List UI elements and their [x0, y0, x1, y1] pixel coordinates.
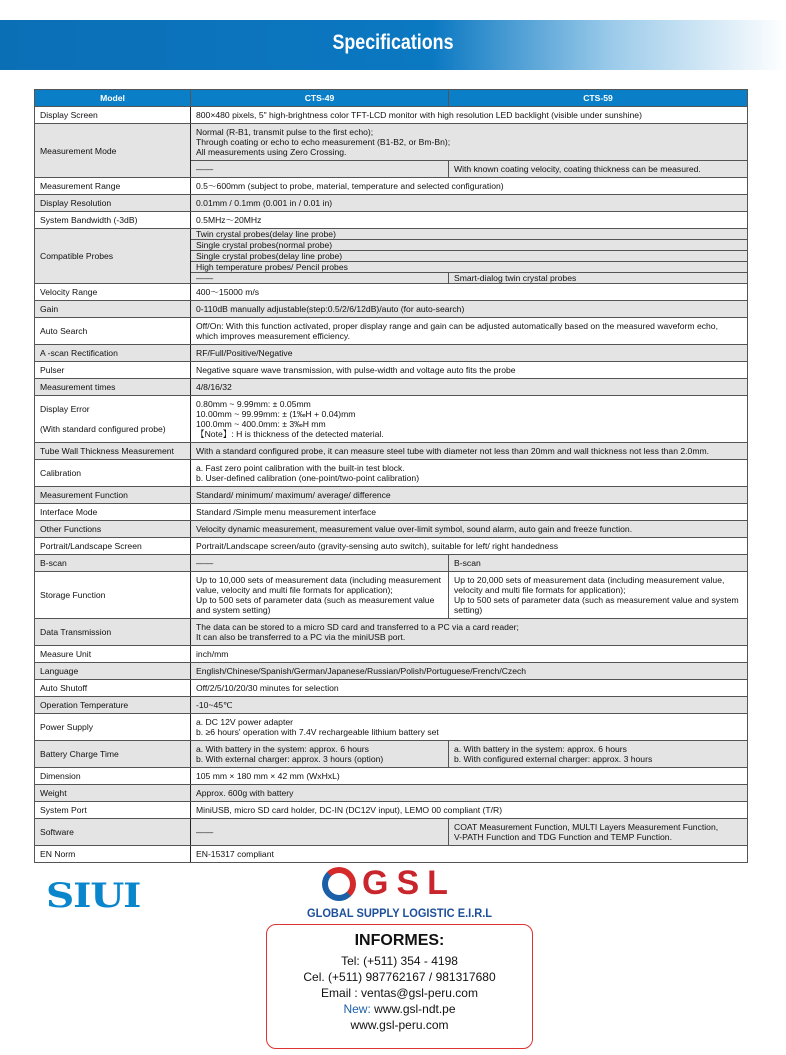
- cell-line: Up to 10,000 sets of measurement data (including measurement value, velocity and multi file formats for application);: [196, 575, 442, 595]
- row-label: Language: [35, 663, 191, 680]
- row-label: Gain: [35, 301, 191, 318]
- row-label: Measurement Function: [35, 487, 191, 504]
- row-label: System Port: [35, 802, 191, 819]
- row-value: [191, 768, 748, 785]
- contact-tel: Tel: (+511) 354 - 4198: [341, 954, 458, 968]
- cell-line: High temperature probes/ Pencil probes: [196, 262, 348, 272]
- row-value: [191, 487, 748, 504]
- contact-new-site: [267, 1001, 532, 1017]
- cell-line: 800×480 pixels, 5" high-brightness color TFT-LCD monitor with high resolution LED backlight (visible under sunshine): [196, 110, 642, 120]
- row-value: [191, 663, 748, 680]
- table-row: [35, 768, 748, 785]
- row-label: Portrait/Landscape Screen: [35, 538, 191, 555]
- row-value: [191, 195, 748, 212]
- row-value: [191, 301, 748, 318]
- row-label: Compatible Probes: [35, 229, 191, 284]
- cell-line: EN-15317 compliant: [196, 849, 274, 859]
- row-label: Power Supply: [35, 714, 191, 741]
- row-label: Dimension: [35, 768, 191, 785]
- cell-line: a. Fast zero point calibration with the built-in test block.: [196, 463, 405, 473]
- row-label: Measurement times: [35, 379, 191, 396]
- table-row: [35, 663, 748, 680]
- cell-line: Normal (R-B1, transmit pulse to the first echo);: [196, 127, 374, 137]
- cell-line: 105 mm × 180 mm × 42 mm (WxHxL): [196, 771, 340, 781]
- gsl-mark-icon: [322, 867, 356, 901]
- row-value: [191, 646, 748, 663]
- table-row: [35, 212, 748, 229]
- row-label: Measurement Mode: [35, 124, 191, 178]
- row-value: [191, 846, 748, 863]
- row-label: Weight: [35, 785, 191, 802]
- row-value: [191, 318, 748, 345]
- cell-line: 【Note】: H is thickness of the detected material.: [196, 429, 384, 439]
- table-row: [35, 572, 748, 619]
- table-row: [35, 697, 748, 714]
- cts59-value: [449, 161, 748, 178]
- row-value: [191, 124, 748, 161]
- row-value: [191, 262, 748, 273]
- row-value: [191, 396, 748, 443]
- header-cts59: CTS-59: [449, 90, 748, 107]
- cell-line: Standard /Simple menu measurement interface: [196, 507, 377, 517]
- title-banner: [0, 20, 786, 70]
- row-label: Auto Search: [35, 318, 191, 345]
- row-label: System Bandwidth (-3dB): [35, 212, 191, 229]
- table-row: [35, 195, 748, 212]
- table-row: [35, 538, 748, 555]
- row-value: [191, 362, 748, 379]
- table-row: [35, 555, 748, 572]
- cell-line: All measurements using Zero Crossing.: [196, 147, 347, 157]
- row-label: Display Resolution: [35, 195, 191, 212]
- cell-line: b. ≥6 hours' operation with 7.4V rechargeable lithium battery set: [196, 727, 439, 737]
- row-label: A -scan Rectification: [35, 345, 191, 362]
- row-value: [191, 538, 748, 555]
- row-label: Display Screen: [35, 107, 191, 124]
- table-row: [35, 714, 748, 741]
- table-row: [35, 345, 748, 362]
- contact-email: Email : ventas@gsl-peru.com: [321, 986, 478, 1000]
- header-model: Model: [35, 90, 191, 107]
- row-value: [191, 240, 748, 251]
- row-label: EN Norm: [35, 846, 191, 863]
- contact-cel: Cel. (+511) 987762167 / 981317680: [303, 970, 496, 984]
- cell-line: b. User-defined calibration (one-point/two-point calibration): [196, 473, 420, 483]
- row-label: Storage Function: [35, 572, 191, 619]
- gsl-logo: [322, 864, 456, 903]
- cts49-value: [191, 555, 449, 572]
- cts59-value: [449, 555, 748, 572]
- new-label: New:: [343, 1002, 371, 1016]
- row-value: [191, 460, 748, 487]
- header-cts49: CTS-49: [191, 90, 449, 107]
- cell-line: 100.0mm ~ 400.0mm: ± 3‰H mm: [196, 419, 326, 429]
- table-row: [35, 301, 748, 318]
- table-row: [35, 846, 748, 863]
- cell-line: MiniUSB, micro SD card holder, DC-IN (DC12V input), LEMO 00 compliant (T/R): [196, 805, 503, 815]
- table-row: [35, 229, 748, 240]
- cell-line: Twin crystal probes(delay line probe): [196, 229, 336, 239]
- table-row: [35, 178, 748, 195]
- cell-line: Portrait/Landscape screen/auto (gravity-sensing auto switch), suitable for left/ right handedness: [196, 541, 559, 551]
- table-row: [35, 504, 748, 521]
- cell-line: B-scan: [454, 558, 481, 568]
- table-row: [35, 443, 748, 460]
- cell-line: 0-110dB manually adjustable(step:0.5/2/6/12dB)/auto (for auto-search): [196, 304, 465, 314]
- table-row: [35, 284, 748, 301]
- cell-line: Through coating or echo to echo measurement (B1-B2, or Bm-Bn);: [196, 137, 451, 147]
- row-value: [191, 107, 748, 124]
- table-row: [35, 521, 748, 538]
- contact-title: INFORMES:: [354, 932, 445, 949]
- cts49-value: [191, 161, 449, 178]
- row-label: B-scan: [35, 555, 191, 572]
- cell-line: 0.5MHz～20MHz: [196, 215, 262, 225]
- cell-line: Up to 20,000 sets of measurement data (including measurement value, velocity and multi file formats for application);: [454, 575, 725, 595]
- row-value: [191, 345, 748, 362]
- cell-line: -10~45℃: [196, 700, 233, 710]
- table-row: [35, 741, 748, 768]
- cts49-value: [191, 572, 449, 619]
- row-value: [191, 178, 748, 195]
- cell-line: Standard/ minimum/ maximum/ average/ difference: [196, 490, 391, 500]
- cell-line: ——: [196, 827, 214, 837]
- row-label: Other Functions: [35, 521, 191, 538]
- table-header: [35, 90, 748, 107]
- row-label: Auto Shutoff: [35, 680, 191, 697]
- table-row: [35, 785, 748, 802]
- table-row: [35, 124, 748, 161]
- row-value: [191, 521, 748, 538]
- row-value: [191, 785, 748, 802]
- cell-line: Off/2/5/10/20/30 minutes for selection: [196, 683, 339, 693]
- row-value: [191, 697, 748, 714]
- cts59-value: [449, 819, 748, 846]
- row-label: Operation Temperature: [35, 697, 191, 714]
- cell-line: b. With external charger: approx. 3 hours (option): [196, 754, 384, 764]
- cell-line: Single crystal probes(normal probe): [196, 240, 333, 250]
- gsl-logo-text: GSL: [362, 864, 456, 902]
- table-row: [35, 396, 748, 443]
- cell-line: 0.5～600mm (subject to probe, material, temperature and selected configuration): [196, 181, 504, 191]
- table-row: [35, 680, 748, 697]
- contact-site[interactable]: www.gsl-peru.com: [350, 1018, 449, 1032]
- cts49-value: [191, 819, 449, 846]
- cell-line: Velocity dynamic measurement, measurement value over-limit symbol, sound alarm, auto gain and freeze function.: [196, 524, 633, 534]
- cell-line: With known coating velocity, coating thickness can be measured.: [454, 164, 701, 174]
- row-label: Data Transmission: [35, 619, 191, 646]
- cell-line: With a standard configured probe, it can measure steel tube with diameter not less than 20mm and wall thickness not less than 2.0mm.: [196, 446, 710, 456]
- cell-line: COAT Measurement Function, MULTI Layers Measurement Function,: [454, 822, 719, 832]
- row-label: Calibration: [35, 460, 191, 487]
- cell-line: It can also be transferred to a PC via the miniUSB port.: [196, 632, 406, 642]
- row-label: Velocity Range: [35, 284, 191, 301]
- specifications-table: [34, 89, 748, 863]
- row-value: [191, 714, 748, 741]
- cell-line: ——: [196, 558, 214, 568]
- row-value: [191, 680, 748, 697]
- cts59-value: [449, 273, 748, 284]
- row-label: Software: [35, 819, 191, 846]
- row-label: Display Error (With standard configured probe): [35, 396, 191, 443]
- row-value: [191, 212, 748, 229]
- row-label: Measure Unit: [35, 646, 191, 663]
- cell-line: English/Chinese/Spanish/German/Japanese/Russian/Polish/Portuguese/French/Czech: [196, 666, 527, 676]
- cell-line: 400～15000 m/s: [196, 287, 260, 297]
- cell-line: Single crystal probes(delay line probe): [196, 251, 343, 261]
- cell-line: b. With configured external charger: approx. 3 hours: [454, 754, 653, 764]
- cts59-value: [449, 572, 748, 619]
- table-row: [35, 318, 748, 345]
- cell-line: Negative square wave transmission, with pulse-width and voltage auto fits the probe: [196, 365, 516, 375]
- cell-line: 10.00mm ~ 99.99mm: ± (1‰H + 0.04)mm: [196, 409, 356, 419]
- row-value: [191, 379, 748, 396]
- table-row: [35, 362, 748, 379]
- cell-line: a. With battery in the system: approx. 6 hours: [454, 744, 627, 754]
- cell-line: Smart-dialog twin crystal probes: [454, 273, 577, 283]
- row-value: [191, 443, 748, 460]
- cell-line: ——: [196, 273, 214, 283]
- row-value: [191, 229, 748, 240]
- cell-line: The data can be stored to a micro SD card and transferred to a PC via a card reader;: [196, 622, 519, 632]
- cell-line: Approx. 600g with battery: [196, 788, 294, 798]
- cell-line: ——: [196, 164, 214, 174]
- cell-line: 0.80mm ~ 9.99mm: ± 0.05mm: [196, 399, 311, 409]
- row-value: [191, 619, 748, 646]
- new-site-link[interactable]: www.gsl-ndt.pe: [370, 1002, 456, 1016]
- cell-line: 4/8/16/32: [196, 382, 232, 392]
- table-row: [35, 379, 748, 396]
- table-row: [35, 819, 748, 846]
- row-value: [191, 251, 748, 262]
- siui-logo: SIUI: [46, 876, 141, 916]
- table-row: [35, 802, 748, 819]
- row-label: Measurement Range: [35, 178, 191, 195]
- row-value: [191, 504, 748, 521]
- cell-line: a. With battery in the system: approx. 6 hours: [196, 744, 369, 754]
- row-value: [191, 284, 748, 301]
- cts59-value: [449, 741, 748, 768]
- gsl-company-name: GLOBAL SUPPLY LOGISTIC E.I.R.L: [307, 906, 493, 920]
- cell-line: a. DC 12V power adapter: [196, 717, 293, 727]
- row-value: [191, 802, 748, 819]
- cell-line: inch/mm: [196, 649, 229, 659]
- row-label: Interface Mode: [35, 504, 191, 521]
- cell-line: Up to 500 sets of parameter data (such as measurement value and system setting): [196, 595, 435, 615]
- page-title: Specifications: [332, 31, 454, 54]
- table-row: [35, 646, 748, 663]
- cell-line: Off/On: With this function activated, proper display range and gain can be adjusted automatically based on the measured waveform echo, which improves measurement efficiency.: [196, 321, 718, 341]
- table-row: [35, 487, 748, 504]
- cell-line: V-PATH Function and TDG Function and TEMP Function.: [454, 832, 672, 842]
- table-row: [35, 460, 748, 487]
- cts49-value: [191, 741, 449, 768]
- table-row: [35, 107, 748, 124]
- row-label: Tube Wall Thickness Measurement: [35, 443, 191, 460]
- cts49-value: [191, 273, 449, 284]
- cell-line: Up to 500 sets of parameter data (such as measurement value and system setting): [454, 595, 739, 615]
- contact-box: [266, 924, 533, 1049]
- row-label: Battery Charge Time: [35, 741, 191, 768]
- cell-line: RF/Full/Positive/Negative: [196, 348, 293, 358]
- cell-line: 0.01mm / 0.1mm (0.001 in / 0.01 in): [196, 198, 333, 208]
- row-label: Pulser: [35, 362, 191, 379]
- table-row: [35, 619, 748, 646]
